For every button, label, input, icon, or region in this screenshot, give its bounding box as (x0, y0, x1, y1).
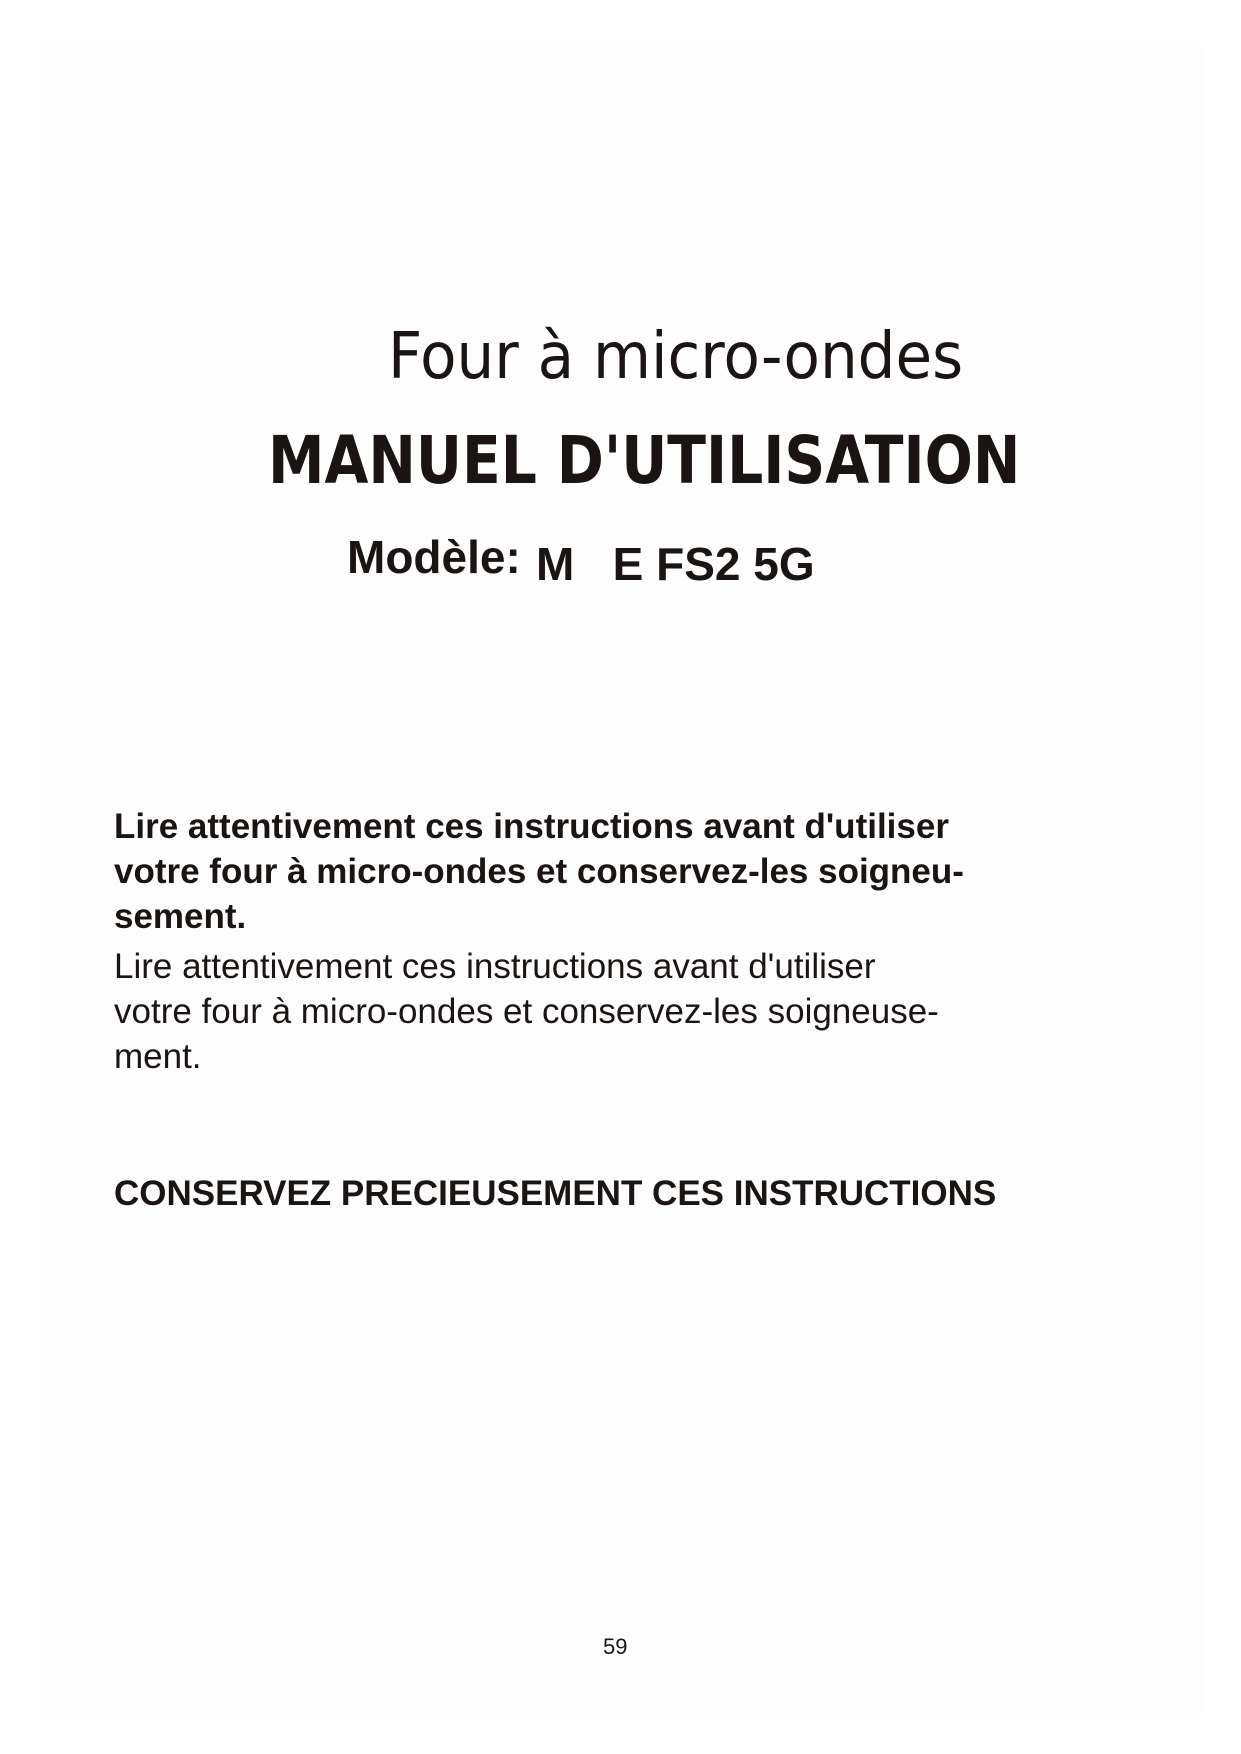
instructions-bold (114, 804, 1054, 939)
instructions-bold-line: votre four à micro-ondes et conservez-les soigneu- (114, 852, 964, 891)
keep-instructions-notice: CONSERVEZ PRECIEUSEMENT CES INSTRUCTIONS (114, 1174, 997, 1213)
document-subtitle: MANUEL D'UTILISATION (268, 422, 1021, 499)
instructions-bold-line: sement. (114, 897, 247, 936)
instructions-regular (114, 944, 1054, 1079)
model-value: M E FS2 5G (536, 538, 815, 590)
instructions-regular-line: Lire attentivement ces instructions avant d'utiliser (114, 947, 876, 986)
model-label: Modèle: (347, 531, 521, 583)
page-number: 59 (603, 1634, 628, 1659)
instructions-bold-line: Lire attentivement ces instructions avant d'utiliser (114, 807, 949, 846)
instructions-regular-line: votre four à micro-ondes et conservez-les soigneuse- (114, 992, 939, 1031)
document-title: Four à micro-ondes (388, 320, 964, 394)
instructions-regular-line: ment. (114, 1037, 202, 1076)
